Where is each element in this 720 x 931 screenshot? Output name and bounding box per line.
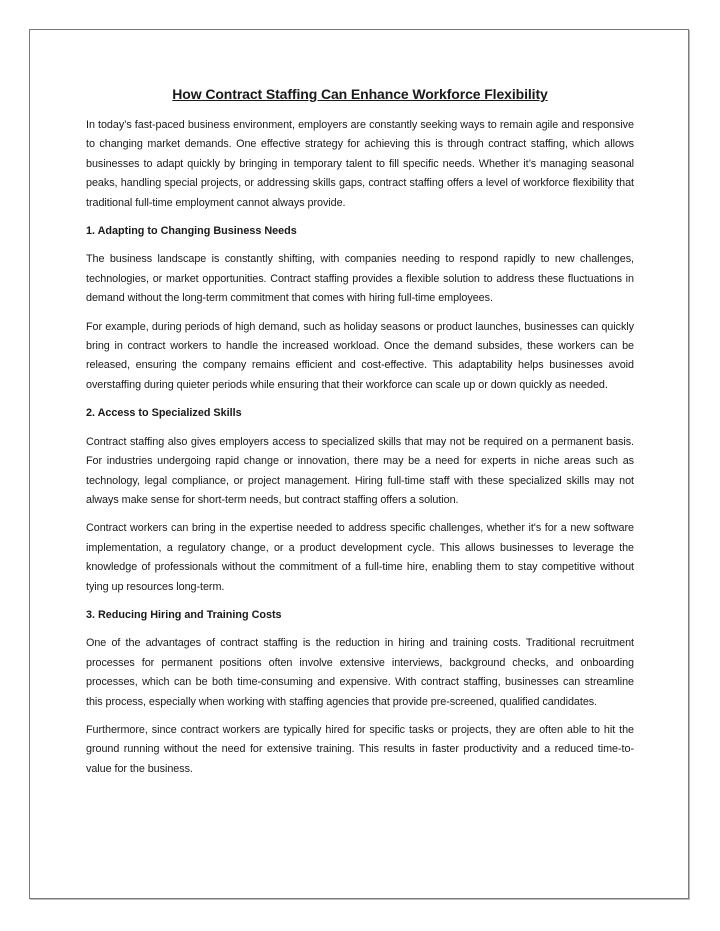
section-heading-specialized-skills: 2. Access to Specialized Skills <box>86 407 242 420</box>
section-heading-adapting: 1. Adapting to Changing Business Needs <box>86 225 297 238</box>
intro-paragraph: In today’s fast-paced business environment, employers are constantly seeking ways to remain agile and responsive to changing market demands. One effective strategy for achieving this is through contract staffing, which allows businesses to adapt quickly by bringing in temporary talent to fill specific needs. Whether it’s managing seasonal peaks, handling special projects, or addressing skills gaps, contract staffing offers a level of workforce flexibility that traditional full-time employment cannot always provide. <box>86 119 634 209</box>
document-body <box>86 84 634 788</box>
section-paragraph: One of the advantages of contract staffing is the reduction in hiring and training costs. Traditional recruitment processes for permanent positions often involve extensive interviews, background checks, and onboarding processes, which can be both time-consuming and expensive. With contract staffing, businesses can streamline this process, especially when working with staffing agencies that provide pre-screened, qualified candidates. <box>86 637 634 708</box>
section-paragraph: For example, during periods of high demand, such as holiday seasons or product launches, businesses can quickly bring in contract workers to handle the increased workload. Once the demand subsides, these workers can be released, ensuring the company remains efficient and cost-effective. This adaptability helps businesses avoid overstaffing during quieter periods while ensuring that their workforce can scale up or down quickly as needed. <box>86 320 634 391</box>
section-paragraph: The business landscape is constantly shifting, with companies needing to respond rapidly to new challenges, technologies, or market opportunities. Contract staffing provides a flexible solution to address these fluctuations in demand without the long-term commitment that comes with hiring full-time employees. <box>86 253 634 305</box>
section-paragraph: Furthermore, since contract workers are typically hired for specific tasks or projects, they are often able to hit the ground running without the need for extensive training. This results in faster productivity and a reduced time-to-value for the business. <box>86 723 634 775</box>
document-title: How Contract Staffing Can Enhance Workforce Flexibility <box>172 86 548 102</box>
section-heading-reducing-costs: 3. Reducing Hiring and Training Costs <box>86 608 282 621</box>
section-paragraph: Contract staffing also gives employers access to specialized skills that may not be required on a permanent basis. For industries undergoing rapid change or innovation, there may be a need for experts in niche areas such as technology, legal compliance, or project management. Hiring full-time staff with these specialized skills may not always make sense for short-term needs, but contract staffing offers a solution. <box>86 435 634 506</box>
section-paragraph: Contract workers can bring in the expertise needed to address specific challenges, whether it's for a new software implementation, a regulatory change, or a product development cycle. This allows businesses to leverage the knowledge of professionals without the commitment of a full-time hire, enabling them to stay competitive without tying up resources long-term. <box>86 522 634 593</box>
